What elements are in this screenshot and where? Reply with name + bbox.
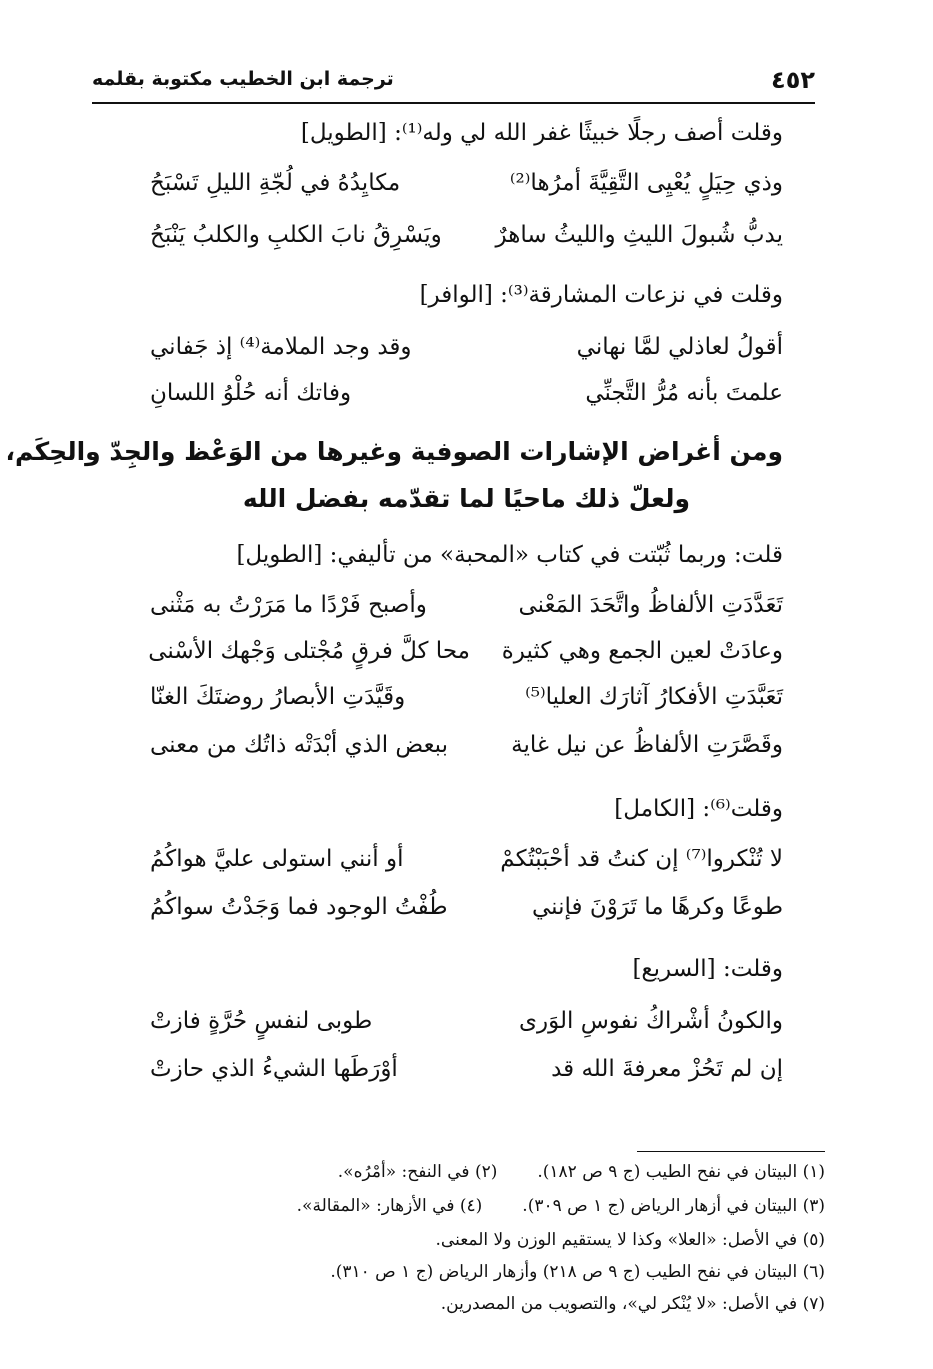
poem-4-verse-2: [150, 894, 783, 930]
footnote-3: (٣) البيتان في أزهار الرياض (ج ١ ص ٣٠٩).: [522, 1196, 825, 1216]
poem-1-verse-2: [150, 222, 783, 258]
footnote-5: (٥) في الأصل: «العلا» وكذا لا يستقيم الوزن ولا المعنى.: [435, 1230, 825, 1250]
hemistich-left: طُفْتُ الوجود فما وَجَدْتُ سواكُمُ: [150, 894, 448, 920]
hemistich-left: وأصبح فَرْدًا ما مَرَرْتُ به مَثْنى: [150, 592, 427, 618]
hemistich-left: ويَسْرِقُ نابَ الكلبِ والكلبُ يَنْبَحُ: [150, 222, 442, 248]
hemistich-right: وذي حِيَلٍ يُعْيِى التَّقِيَّةَ أمرُها⁽²⁾: [509, 170, 783, 196]
hemistich-right: تَعَدَّدَتِ الألفاظُ واتَّحَدَ المَعْنى: [518, 592, 783, 618]
footnote-1: (١) البيتان في نفح الطيب (ج ٩ ص ١٨٢).: [537, 1162, 825, 1182]
hemistich-right: لا تُنْكروا⁽⁷⁾ إن كنتُ قد أحْبَبْتُكمْ: [500, 846, 783, 872]
hemistich-left: وقَيَّدَتِ الأبصارُ روضتَكَ الغنّا: [150, 684, 406, 710]
footnote-line-1: [338, 1162, 825, 1182]
footnote-4: (٤) في الأزهار: «المقالة».: [296, 1196, 483, 1216]
poem-2-verse-1: [150, 334, 783, 370]
hemistich-right: إن لم تَحُزْ معرفةَ الله قد: [551, 1056, 783, 1082]
intro-paragraph-5: وقلت: [السريع]: [632, 956, 783, 982]
intro-paragraph-3: قلت: وربما ثُبّتت في كتاب «المحبة» من تأليفي: [الطويل]: [236, 542, 783, 568]
poem-5-verse-1: [150, 1008, 783, 1044]
hemistich-right: تَعَبَّدَتِ الأفكارُ آثارَك العليا⁽⁵⁾: [525, 684, 783, 710]
poem-3-verse-1: [150, 592, 783, 628]
intro-paragraph-2: وقلت في نزعات المشارقة⁽³⁾: [الوافر]: [419, 282, 783, 308]
hemistich-left: وقد وجد الملامة⁽⁴⁾ إذ جَفاني: [150, 334, 412, 360]
poem-5-verse-2: [150, 1056, 783, 1092]
hemistich-left: طوبى لنفسٍ حُرَّةٍ فازتْ: [150, 1008, 373, 1034]
hemistich-left: أوْرَطَها الشيءُ الذي حازتْ: [150, 1056, 398, 1082]
hemistich-right: والكونُ أشْراكُ نفوسِ الوَرى: [519, 1008, 783, 1034]
running-title: ترجمة ابن الخطيب مكتوبة بقلمه: [92, 68, 394, 90]
footnote-2: (٢) في النفح: «أمْرُه».: [337, 1162, 498, 1182]
hemistich-right: طوعًا وكرهًا ما تَرَوْنَ فإنني: [532, 894, 783, 920]
hemistich-right: علمتَ بأنه مُرُّ التَّجنِّي: [585, 380, 783, 406]
poem-1-verse-1: [150, 170, 783, 206]
footnote-rule: [637, 1151, 825, 1152]
hemistich-right: وقَصَّرَتِ الألفاظُ عن نيل غاية: [511, 732, 783, 758]
footnote-6: (٦) البيتان في نفح الطيب (ج ٩ ص ٢١٨) وأزهار الرياض (ج ١ ص ٣١٠).: [330, 1262, 825, 1282]
section-heading-line-2: ولعلّ ذلك ماحيًا لما تقدّمه بفضل الله: [242, 484, 691, 513]
footnote-7: (٧) في الأصل: «لا يُنْكر لي»، والتصويب من المصدرين.: [440, 1294, 825, 1314]
hemistich-right: يدبُّ شُبولَ الليثِ والليثُ ساهرٌ: [495, 222, 783, 248]
hemistich-left: محا كلَّ فرقٍ مُجْتلى وَجْهك الأسْنى: [148, 638, 470, 664]
page-header: [92, 64, 815, 104]
poem-3-verse-4: [150, 732, 783, 768]
section-heading-line-1: ومن أغراض الإشارات الصوفية وغيرها من الوَعْظ والجِدّ والحِكَم،: [5, 437, 783, 466]
poem-3-verse-3: [150, 684, 783, 720]
intro-paragraph-1: وقلت أصف رجلًا خبيثًا غفر الله لي وله⁽¹⁾: [الطويل]: [300, 120, 783, 146]
header-rule: [92, 102, 815, 104]
hemistich-left: وفاتك أنه حُلْوُ اللسانِ: [150, 380, 352, 406]
hemistich-right: وعادَتْ لعين الجمع وهي كثيرة: [501, 638, 783, 664]
intro-paragraph-4: وقلت⁽⁶⁾: [الكامل]: [614, 796, 783, 822]
hemistich-left: ببعض الذي أبْدَتْه ذاتُك من معنى: [150, 732, 449, 758]
poem-3-verse-2: [150, 638, 783, 674]
poem-4-verse-1: [150, 846, 783, 882]
footnote-line-2: [297, 1196, 825, 1216]
poem-2-verse-2: [150, 380, 783, 416]
hemistich-right: أقولُ لعاذلي لمَّا نهاني: [576, 334, 783, 360]
page-number: ٤٥٢: [771, 66, 815, 94]
hemistich-left: مكايِدُهُ في لُجّةِ الليلِ تَسْبَحُ: [150, 170, 401, 196]
hemistich-left: أو أنني استولى عليَّ هواكُمُ: [150, 846, 404, 872]
